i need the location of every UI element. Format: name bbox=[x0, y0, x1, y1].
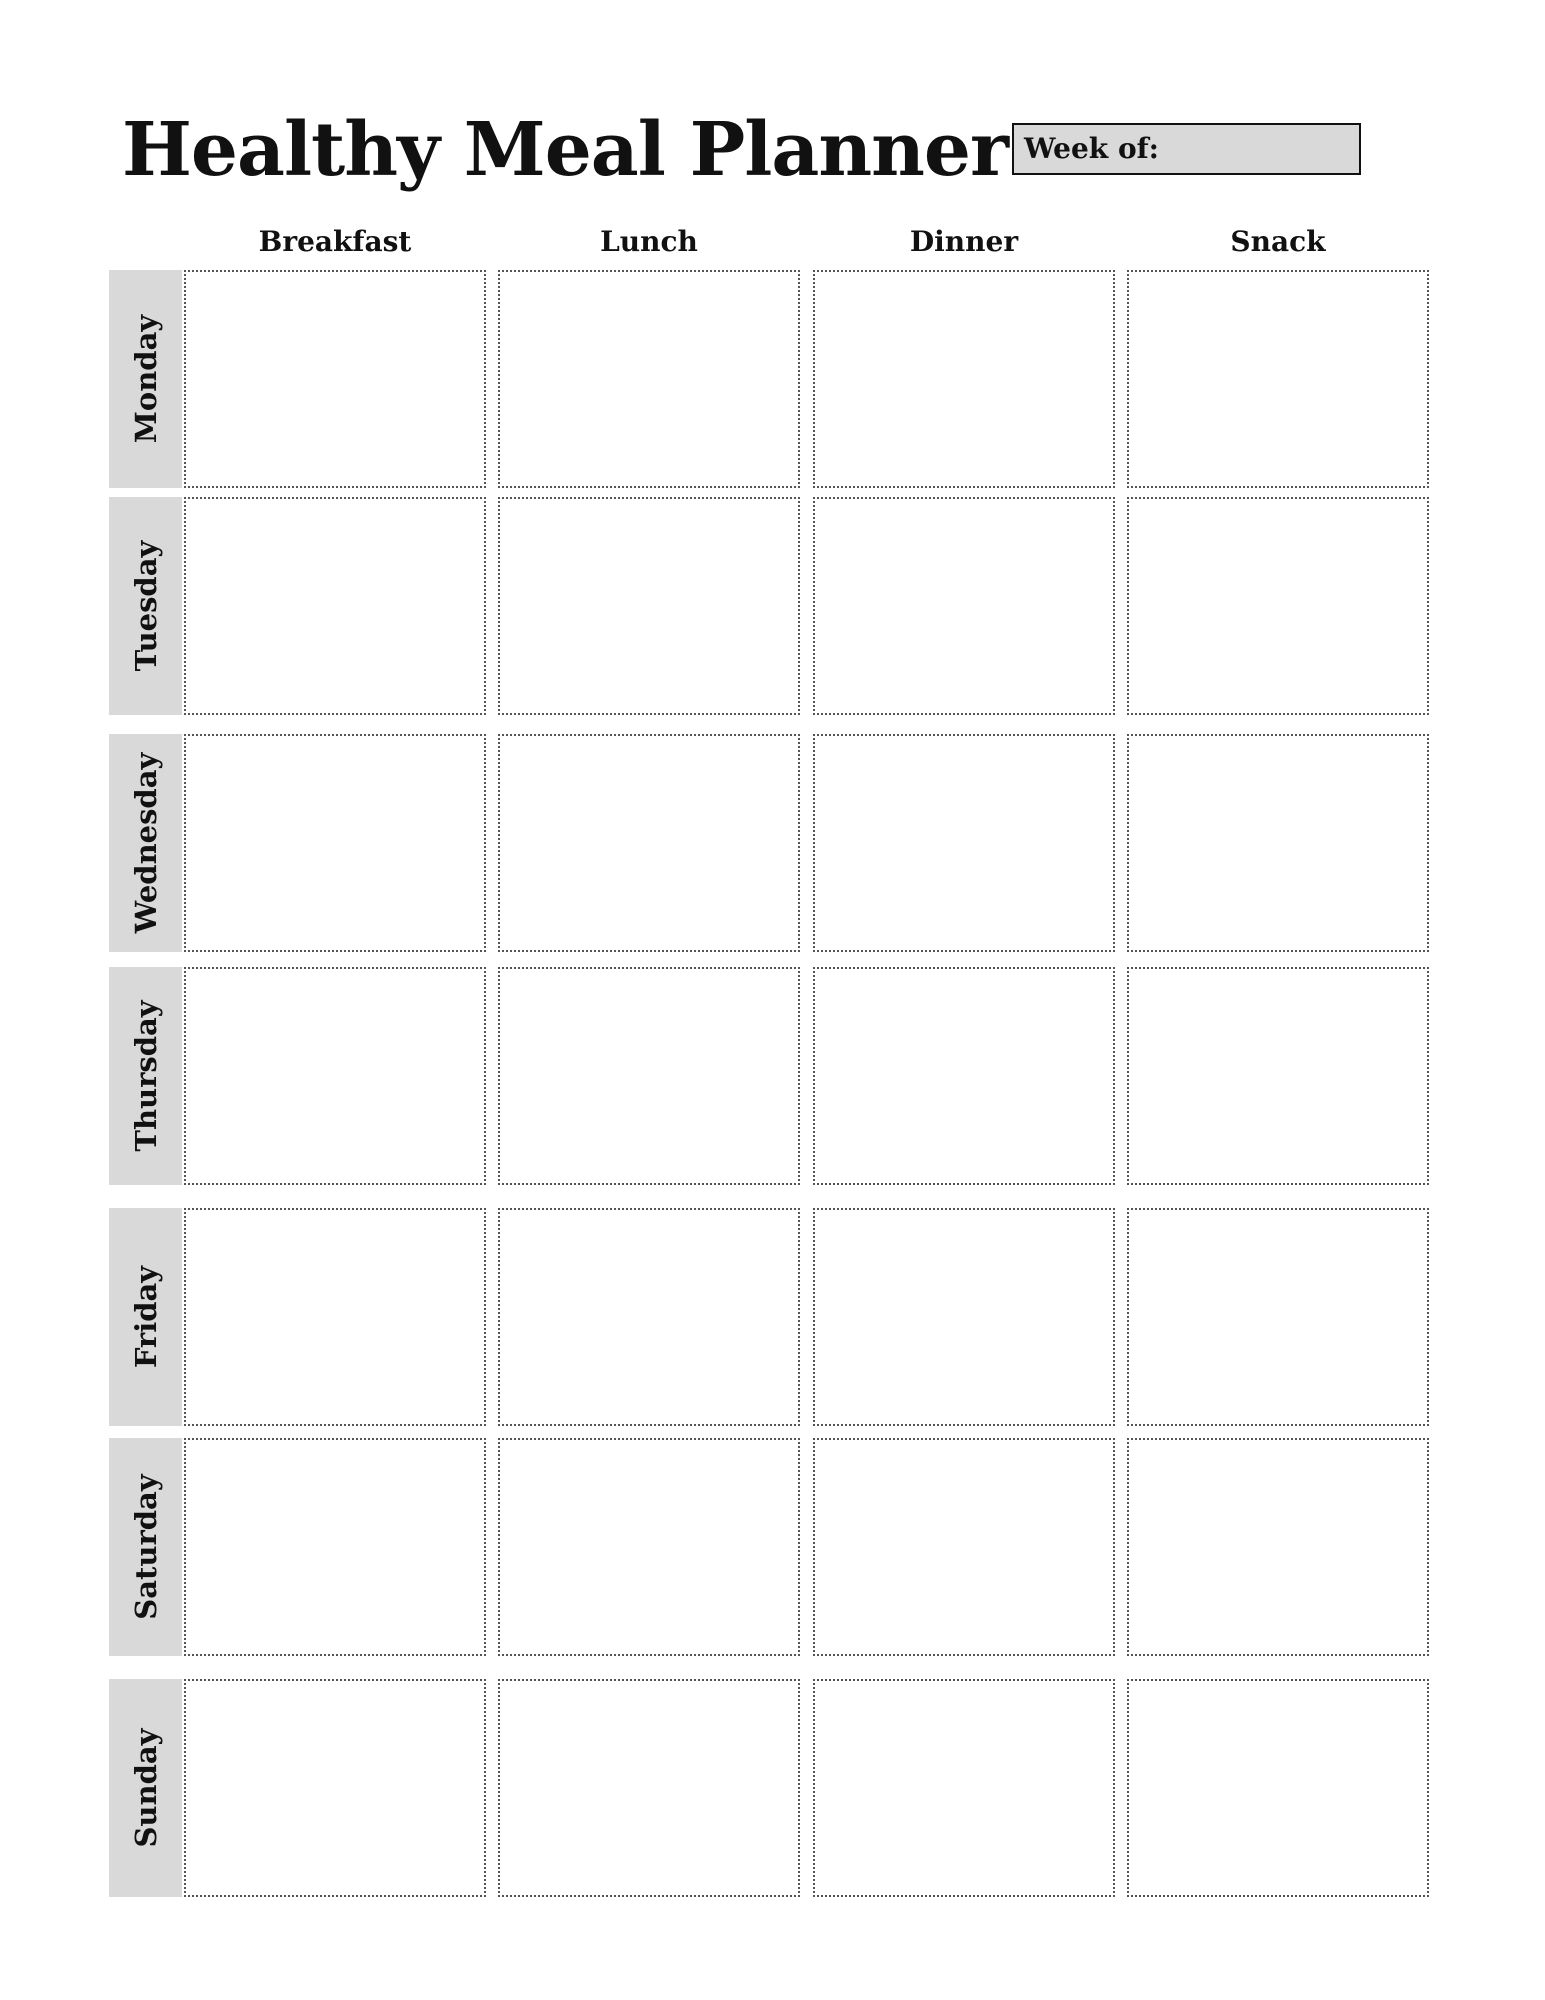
day-label: Friday bbox=[128, 1265, 163, 1369]
meal-cell-tuesday-snack[interactable] bbox=[1127, 497, 1429, 715]
meal-cell-wednesday-dinner[interactable] bbox=[813, 734, 1115, 952]
meal-cell-friday-snack[interactable] bbox=[1127, 1208, 1429, 1426]
week-of-field[interactable] bbox=[1012, 123, 1361, 175]
meal-cell-sunday-lunch[interactable] bbox=[498, 1679, 800, 1897]
column-header-lunch: Lunch bbox=[600, 225, 698, 258]
week-of-label: Week of: bbox=[1024, 132, 1159, 165]
day-label: Monday bbox=[128, 314, 163, 444]
day-tab-monday bbox=[109, 270, 182, 488]
column-header-dinner: Dinner bbox=[909, 225, 1019, 258]
day-label: Wednesday bbox=[128, 752, 163, 934]
meal-cell-saturday-lunch[interactable] bbox=[498, 1438, 800, 1656]
meal-cell-friday-lunch[interactable] bbox=[498, 1208, 800, 1426]
meal-cell-thursday-dinner[interactable] bbox=[813, 967, 1115, 1185]
meal-cell-saturday-snack[interactable] bbox=[1127, 1438, 1429, 1656]
meal-cell-thursday-lunch[interactable] bbox=[498, 967, 800, 1185]
meal-cell-friday-breakfast[interactable] bbox=[184, 1208, 486, 1426]
meal-cell-monday-snack[interactable] bbox=[1127, 270, 1429, 488]
meal-cell-tuesday-dinner[interactable] bbox=[813, 497, 1115, 715]
column-header-breakfast: Breakfast bbox=[258, 225, 412, 258]
meal-cell-sunday-dinner[interactable] bbox=[813, 1679, 1115, 1897]
meal-cell-tuesday-lunch[interactable] bbox=[498, 497, 800, 715]
meal-cell-sunday-breakfast[interactable] bbox=[184, 1679, 486, 1897]
day-label: Saturday bbox=[128, 1474, 163, 1620]
day-tab-sunday bbox=[109, 1679, 182, 1897]
meal-cell-sunday-snack[interactable] bbox=[1127, 1679, 1429, 1897]
meal-cell-wednesday-breakfast[interactable] bbox=[184, 734, 486, 952]
day-tab-tuesday bbox=[109, 497, 182, 715]
page-title: Healthy Meal Planner bbox=[122, 107, 1008, 193]
day-tab-thursday bbox=[109, 967, 182, 1185]
meal-cell-wednesday-snack[interactable] bbox=[1127, 734, 1429, 952]
meal-cell-saturday-dinner[interactable] bbox=[813, 1438, 1115, 1656]
day-label: Sunday bbox=[128, 1728, 163, 1848]
meal-cell-monday-breakfast[interactable] bbox=[184, 270, 486, 488]
column-header-snack: Snack bbox=[1230, 225, 1326, 258]
meal-cell-wednesday-lunch[interactable] bbox=[498, 734, 800, 952]
meal-cell-monday-dinner[interactable] bbox=[813, 270, 1115, 488]
meal-cell-thursday-snack[interactable] bbox=[1127, 967, 1429, 1185]
meal-cell-tuesday-breakfast[interactable] bbox=[184, 497, 486, 715]
day-label: Thursday bbox=[128, 1000, 163, 1152]
day-tab-wednesday bbox=[109, 734, 182, 952]
meal-cell-saturday-breakfast[interactable] bbox=[184, 1438, 486, 1656]
meal-cell-friday-dinner[interactable] bbox=[813, 1208, 1115, 1426]
day-tab-friday bbox=[109, 1208, 182, 1426]
meal-cell-thursday-breakfast[interactable] bbox=[184, 967, 486, 1185]
meal-cell-monday-lunch[interactable] bbox=[498, 270, 800, 488]
day-tab-saturday bbox=[109, 1438, 182, 1656]
day-label: Tuesday bbox=[128, 540, 163, 672]
